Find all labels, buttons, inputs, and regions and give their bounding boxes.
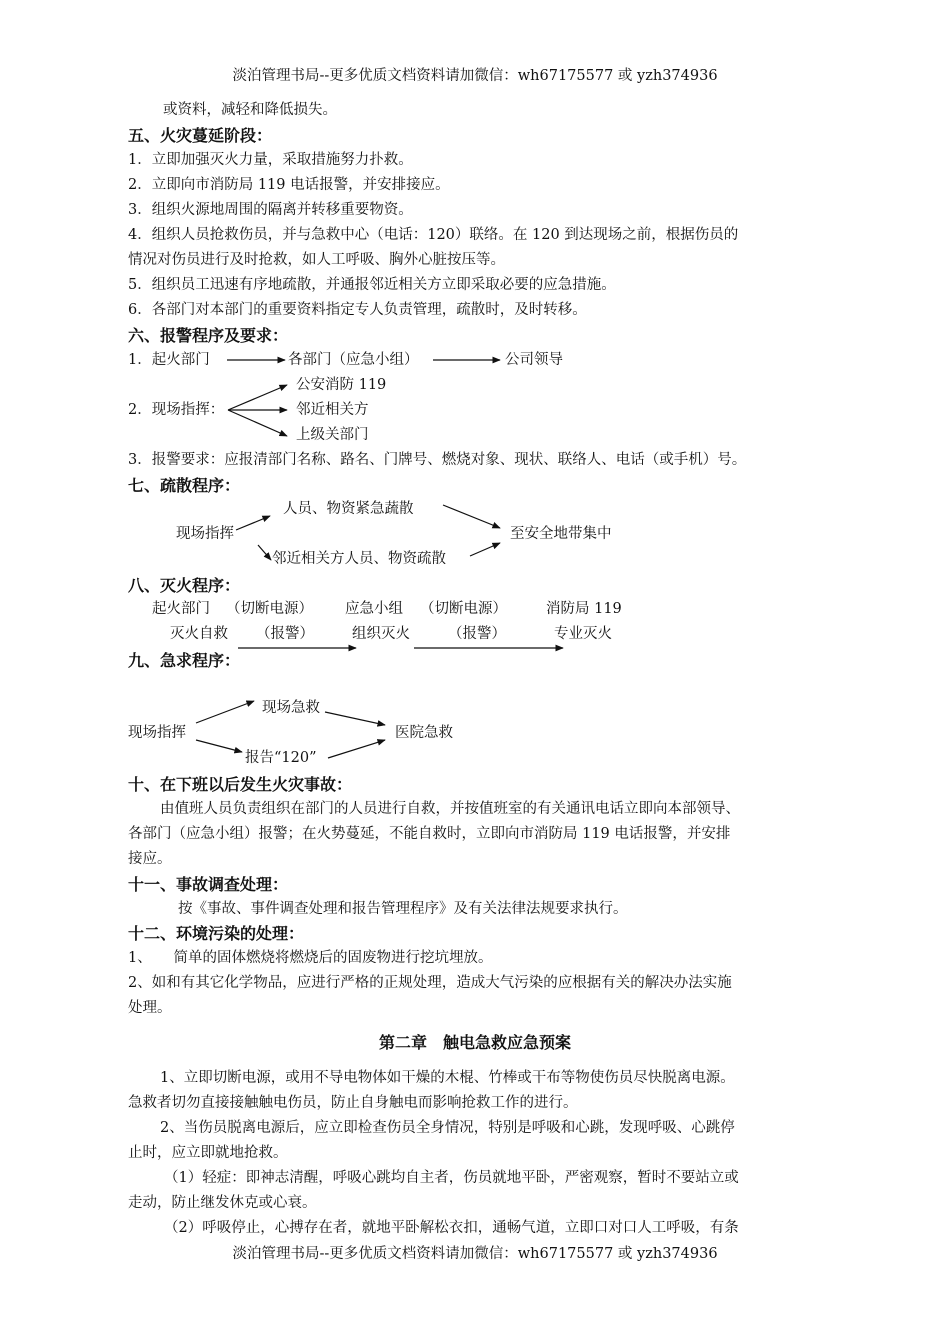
s8-r1c2: （切断电源） (226, 601, 313, 617)
ch2-line-2: 急救者切勿直接接触触电伤员，防止自身触电而影响抢救工作的进行。 (128, 1095, 578, 1111)
ch2-line-1: 1、立即切断电源，或用不导电物体如干燥的木棍、竹棒或干布等物使伤员尽快脱离电源。 (160, 1070, 735, 1086)
s10-line-2: 各部门（应急小组）报警；在火势蔓延，不能自救时，立即向市消防局 119 电话报警，并安排 (128, 826, 731, 842)
ch2-line-4: 止时，应立即就地抢救。 (128, 1145, 288, 1161)
s7-arrow-3 (443, 505, 500, 528)
s5-line-7: 6．各部门对本部门的重要资料指定专人负责管理，疏散时，及时转移。 (128, 302, 587, 318)
s12-line-3: 处理。 (128, 1000, 172, 1016)
s7-arrow-2 (258, 545, 271, 560)
s9-destination: 医院急救 (395, 725, 453, 741)
s9-arrow-4 (328, 740, 385, 758)
s6-flow2-target-3: 上级关部门 (296, 427, 369, 443)
s6-flow1-end: 公司领导 (505, 352, 563, 368)
s9-arrow-3 (325, 712, 385, 725)
s8-r1c1: 起火部门 (152, 601, 210, 617)
section-11-title: 十一、事故调查处理： (128, 875, 289, 894)
s9-arrow-2 (196, 740, 242, 752)
section-7-title: 七、疏散程序： (128, 476, 241, 495)
section-12-title: 十二、环境污染的处理： (128, 924, 305, 943)
s6-flow2-target-1: 公安消防 119 (296, 377, 387, 393)
s8-r2c2: （报警） (256, 626, 314, 642)
section-5-title: 五、火灾蔓延阶段： (128, 126, 273, 145)
s5-line-1: 1．立即加强灭火力量，采取措施努力扑救。 (128, 152, 413, 168)
s5-line-5: 情况对伤员进行及时抢救，如人工呼吸、胸外心脏按压等。 (128, 252, 505, 268)
s11-line: 按《事故、事件调查处理和报告管理程序》及有关法律法规要求执行。 (178, 901, 628, 917)
ch2-line-7: （2）呼吸停止，心搏存在者，就地平卧解松衣扣，通畅气道，立即口对口人工呼吸，有条 (164, 1220, 739, 1236)
s12-line-1: 1、 简单的固体燃烧将燃烧后的固废物进行挖坑埋放。 (128, 950, 493, 966)
s6-flow1-mid: 各部门（应急小组） (288, 352, 419, 368)
s5-line-3: 3．组织火源地周围的隔离并转移重要物资。 (128, 202, 413, 218)
s10-line-1: 由值班人员负责组织在部门的人员进行自救，并按值班室的有关通讯电话立即向本部领导、 (160, 801, 740, 817)
section-8-title: 八、灭火程序： (128, 576, 241, 595)
s7-source: 现场指挥 (176, 526, 234, 542)
s8-r1c5: 消防局 119 (546, 601, 622, 617)
ch2-line-5: （1）轻症：即神志清醒，呼吸心跳均自主者，伤员就地平卧，严密观察，暂时不要站立或 (164, 1170, 739, 1186)
s8-r1c3: 应急小组 (345, 601, 403, 617)
s9-branch-a: 现场急救 (262, 700, 320, 716)
s6-flow2-source: 2．现场指挥： (128, 402, 225, 418)
s9-source: 现场指挥 (128, 725, 186, 741)
section-10-title: 十、在下班以后发生火灾事故： (128, 775, 353, 794)
s5-line-6: 5．组织员工迅速有序地疏散，并通报邻近相关方立即采取必要的应急措施。 (128, 277, 616, 293)
s6-arrow-5 (228, 410, 287, 436)
s6-flow2-target-2: 邻近相关方 (296, 402, 369, 418)
ch2-line-6: 走动，防止继发休克或心衰。 (128, 1195, 317, 1211)
s8-r2c3: 组织灭火 (352, 626, 410, 642)
s6-arrow-3 (228, 385, 287, 410)
s12-line-2: 2、如和有其它化学物品，应进行严格的正规处理，造成大气污染的应根据有关的解决办法实施 (128, 975, 732, 991)
s6-flow1-start: 1．起火部门 (128, 352, 210, 368)
s5-line-2: 2．立即向市消防局 119 电话报警，并安排接应。 (128, 177, 450, 193)
s8-r1c4: （切断电源） (420, 601, 507, 617)
chapter-2-title: 第二章 触电急救应急预案 (378, 1033, 571, 1052)
page-footer: 淡泊管理书局--更多优质文档资料请加微信：wh67175577 或 yzh374936 (232, 1246, 718, 1262)
s8-r2c5: 专业灭火 (554, 626, 612, 642)
s9-arrow-1 (196, 701, 254, 723)
s10-line-3: 接应。 (128, 851, 172, 867)
section-6-title: 六、报警程序及要求： (128, 326, 289, 345)
page-header: 淡泊管理书局--更多优质文档资料请加微信：wh67175577 或 yzh374936 (232, 68, 718, 84)
s5-line-4: 4．组织人员抢救伤员，并与急救中心（电话：120）联络。在 120 到达现场之前，根据伤员的 (128, 227, 739, 243)
s8-r2c4: （报警） (448, 626, 506, 642)
continuation-text: 或资料，减轻和降低损失。 (163, 102, 337, 118)
section-9-title: 九、急求程序： (128, 651, 241, 670)
s7-arrow-1 (236, 516, 270, 530)
s7-branch-b: 邻近相关方人员、物资疏散 (272, 551, 446, 567)
s6-line-3: 3．报警要求：应报清部门名称、路名、门牌号、燃烧对象、现状、联络人、电话（或手机）号。 (128, 452, 747, 468)
s8-r2c1: 灭火自救 (170, 626, 228, 642)
s7-branch-a: 人员、物资紧急蔬散 (283, 501, 414, 517)
s7-destination: 至安全地带集中 (510, 526, 612, 542)
s7-arrow-4 (470, 543, 500, 556)
s9-branch-b: 报告“120” (245, 750, 317, 766)
ch2-line-3: 2、当伤员脱离电源后，应立即检查伤员全身情况，特别是呼吸和心跳，发现呼吸、心跳停 (160, 1120, 735, 1136)
